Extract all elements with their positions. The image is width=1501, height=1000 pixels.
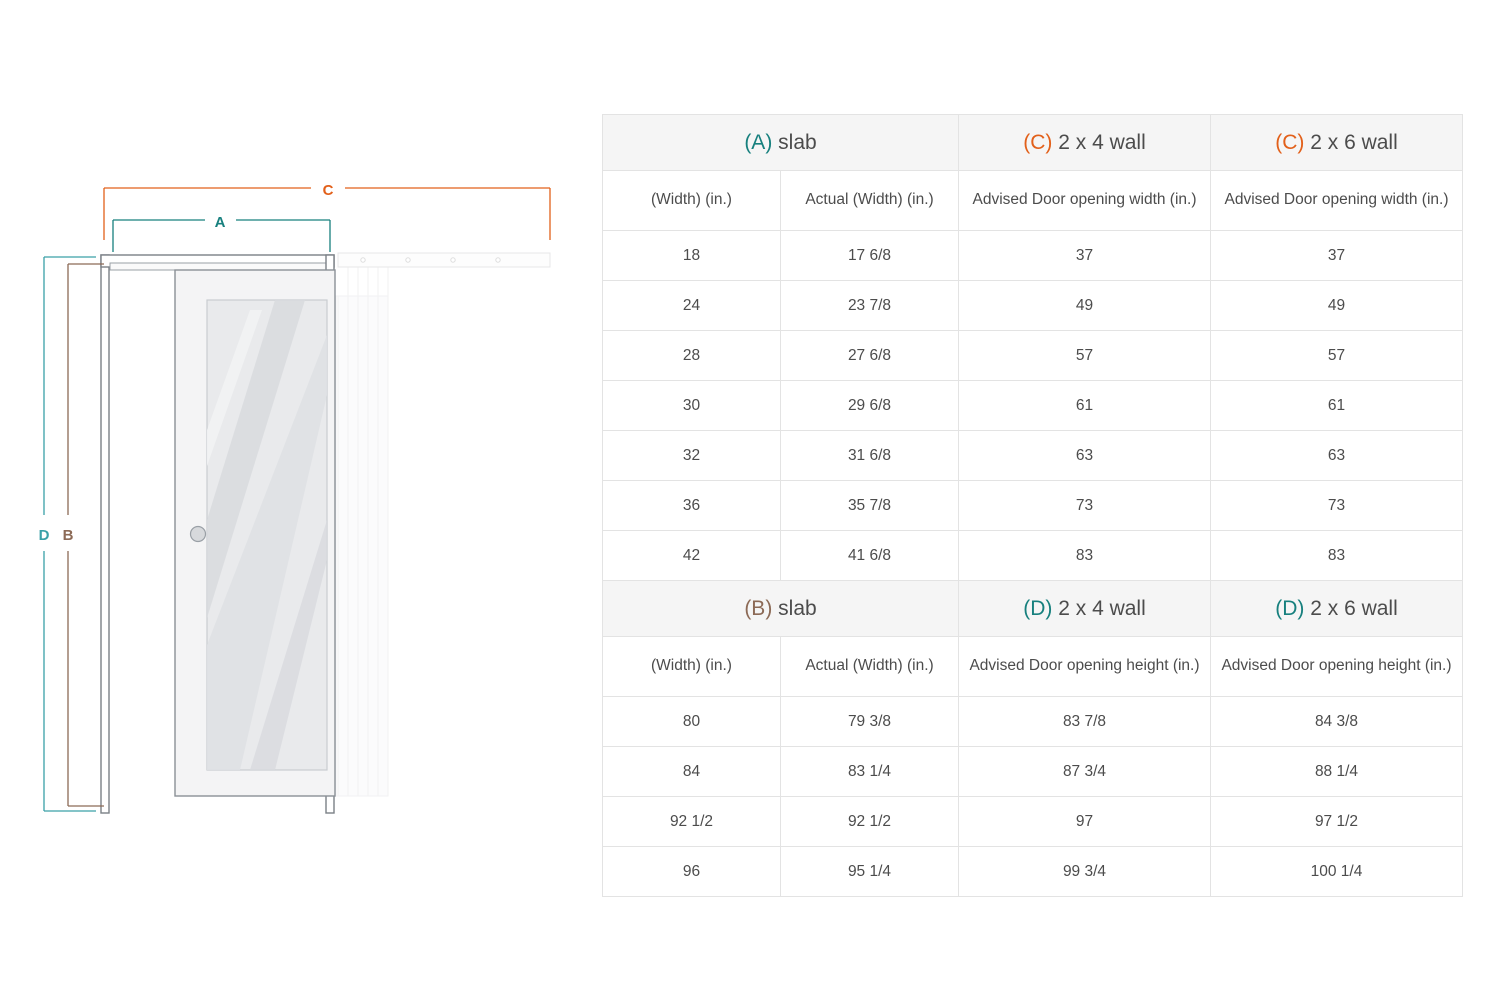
width-group-header-2x4	[959, 115, 1211, 171]
header-track	[338, 253, 550, 267]
dimension-label-c: C	[322, 182, 334, 199]
width-group-word-2x6: 2 x 6 wall	[1310, 130, 1398, 154]
cell-actual-width: 29 6/8	[781, 381, 959, 431]
height-group-word-2x4: 2 x 4 wall	[1058, 596, 1146, 620]
width-group-code-c2: (C)	[1275, 130, 1305, 154]
column-header-nominal-width: (Width) (in.)	[603, 171, 781, 231]
column-header-actual-height: Actual (Width) (in.)	[781, 637, 959, 697]
cell-actual-width: 35 7/8	[781, 481, 959, 531]
spec-table	[602, 114, 1463, 897]
cell-opening-width-2x6: 49	[1211, 281, 1463, 331]
cell-opening-width-2x4: 49	[959, 281, 1211, 331]
cell-actual-height: 83 1/4	[781, 747, 959, 797]
cell-nominal-width: 30	[603, 381, 781, 431]
table-row	[603, 281, 1463, 331]
cell-opening-width-2x4: 37	[959, 231, 1211, 281]
width-group-word-2x4: 2 x 4 wall	[1058, 130, 1146, 154]
height-group-header-row	[603, 581, 1463, 637]
cell-opening-width-2x4: 57	[959, 331, 1211, 381]
width-group-header-2x6	[1211, 115, 1463, 171]
table-row	[603, 847, 1463, 897]
cell-opening-width-2x6: 61	[1211, 381, 1463, 431]
cell-opening-width-2x6: 83	[1211, 531, 1463, 581]
cell-opening-height-2x6: 84 3/8	[1211, 697, 1463, 747]
door-diagram	[0, 0, 600, 1000]
width-group-header-row	[603, 115, 1463, 171]
width-group-header-slab	[603, 115, 959, 171]
height-subheader-row	[603, 637, 1463, 697]
table-row	[603, 797, 1463, 847]
cell-nominal-height: 80	[603, 697, 781, 747]
height-group-code-d2: (D)	[1275, 596, 1305, 620]
door-size-specification-table	[602, 114, 1464, 897]
door-slab	[175, 270, 335, 796]
cell-nominal-width: 32	[603, 431, 781, 481]
cell-actual-width: 31 6/8	[781, 431, 959, 481]
column-header-opening-height-2x4: Advised Door opening height (in.)	[959, 637, 1211, 697]
cell-opening-height-2x4: 99 3/4	[959, 847, 1211, 897]
cell-actual-width: 27 6/8	[781, 331, 959, 381]
cell-nominal-width: 18	[603, 231, 781, 281]
cell-nominal-width: 24	[603, 281, 781, 331]
cell-opening-width-2x4: 83	[959, 531, 1211, 581]
height-group-code-d1: (D)	[1023, 596, 1053, 620]
door-pull-icon	[191, 527, 206, 542]
cell-opening-width-2x6: 63	[1211, 431, 1463, 481]
column-header-nominal-height: (Width) (in.)	[603, 637, 781, 697]
dimension-label-a: A	[214, 214, 226, 231]
cell-nominal-height: 92 1/2	[603, 797, 781, 847]
table-row	[603, 231, 1463, 281]
table-row	[603, 531, 1463, 581]
cell-nominal-width: 28	[603, 331, 781, 381]
height-group-word-2x6: 2 x 6 wall	[1310, 596, 1398, 620]
door-diagram-panel	[0, 0, 600, 1000]
cell-actual-width: 41 6/8	[781, 531, 959, 581]
table-row	[603, 331, 1463, 381]
table-row	[603, 747, 1463, 797]
cell-opening-width-2x6: 57	[1211, 331, 1463, 381]
column-header-opening-width-2x6: Advised Door opening width (in.)	[1211, 171, 1463, 231]
height-group-word-slab: slab	[778, 596, 817, 620]
pocket-ghost	[336, 258, 388, 796]
table-row	[603, 481, 1463, 531]
cell-opening-width-2x6: 73	[1211, 481, 1463, 531]
cell-opening-height-2x6: 88 1/4	[1211, 747, 1463, 797]
width-subheader-row	[603, 171, 1463, 231]
cell-nominal-width: 36	[603, 481, 781, 531]
cell-actual-width: 23 7/8	[781, 281, 959, 331]
table-row	[603, 697, 1463, 747]
dimension-label-b: B	[62, 527, 74, 544]
height-group-code-b: (B)	[744, 596, 773, 620]
cell-opening-width-2x4: 61	[959, 381, 1211, 431]
height-group-header-2x6	[1211, 581, 1463, 637]
table-row	[603, 431, 1463, 481]
cell-actual-height: 95 1/4	[781, 847, 959, 897]
width-group-word-slab: slab	[778, 130, 817, 154]
height-group-header-slab	[603, 581, 959, 637]
cell-actual-width: 17 6/8	[781, 231, 959, 281]
cell-opening-height-2x6: 97 1/2	[1211, 797, 1463, 847]
dimension-label-d: D	[38, 527, 50, 544]
cell-opening-width-2x6: 37	[1211, 231, 1463, 281]
table-row	[603, 381, 1463, 431]
width-group-code-c1: (C)	[1023, 130, 1053, 154]
column-header-opening-height-2x6: Advised Door opening height (in.)	[1211, 637, 1463, 697]
cell-opening-height-2x6: 100 1/4	[1211, 847, 1463, 897]
column-header-actual-width: Actual (Width) (in.)	[781, 171, 959, 231]
cell-opening-width-2x4: 73	[959, 481, 1211, 531]
cell-nominal-width: 42	[603, 531, 781, 581]
cell-opening-width-2x4: 63	[959, 431, 1211, 481]
cell-nominal-height: 96	[603, 847, 781, 897]
cell-nominal-height: 84	[603, 747, 781, 797]
cell-opening-height-2x4: 87 3/4	[959, 747, 1211, 797]
cell-opening-height-2x4: 83 7/8	[959, 697, 1211, 747]
cell-actual-height: 79 3/8	[781, 697, 959, 747]
cell-opening-height-2x4: 97	[959, 797, 1211, 847]
column-header-opening-width-2x4: Advised Door opening width (in.)	[959, 171, 1211, 231]
width-group-code-a: (A)	[744, 130, 773, 154]
cell-actual-height: 92 1/2	[781, 797, 959, 847]
height-group-header-2x4	[959, 581, 1211, 637]
